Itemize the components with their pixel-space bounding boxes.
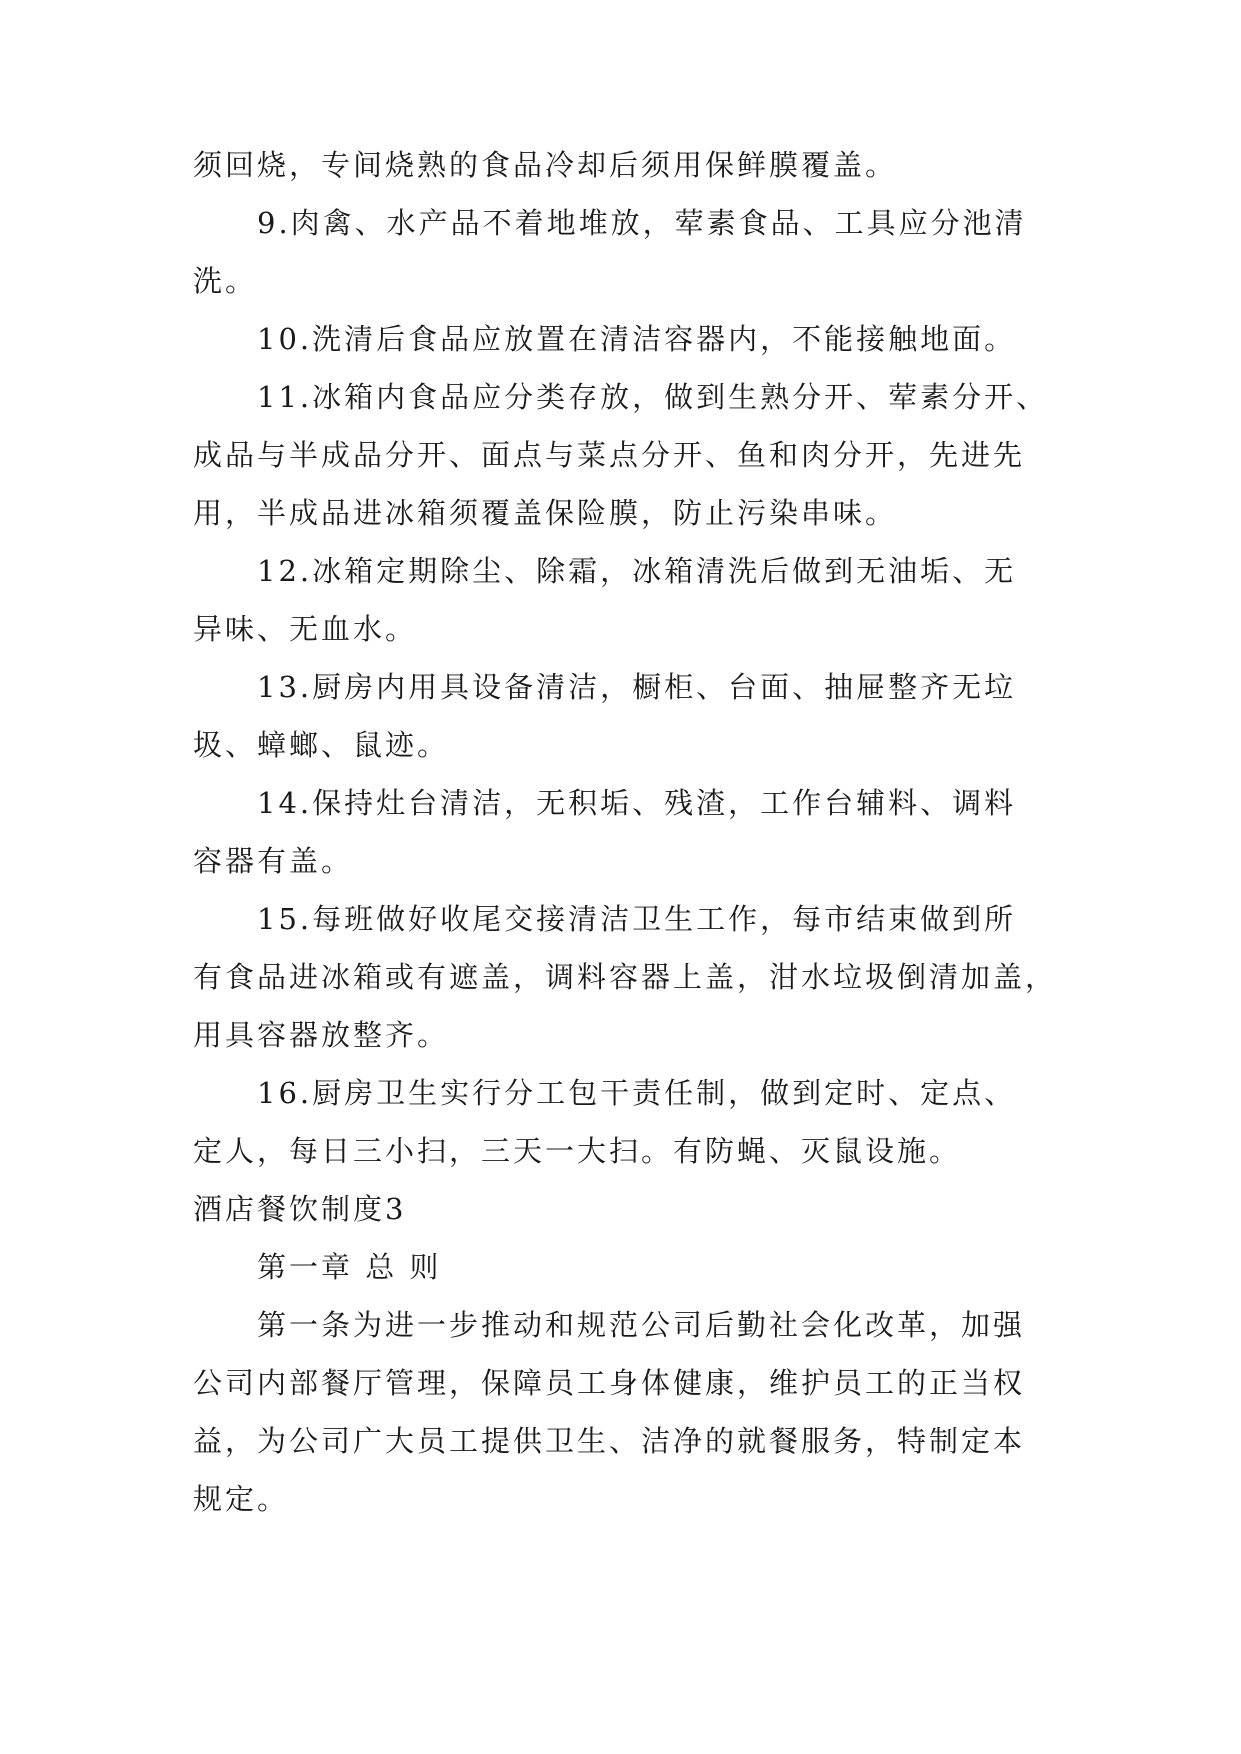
- text-line: 容器有盖。: [193, 844, 354, 878]
- article-paragraph: 第一条为进一步推动和规范公司后勤社会化改革，加强: [257, 1308, 1026, 1342]
- section-heading: 酒店餐饮制度3: [193, 1192, 407, 1226]
- list-item-13: 13.厨房内用具设备清洁，橱柜、台面、抽屉整齐无垃: [257, 670, 1017, 704]
- text-line: 定人，每日三小扫，三天一大扫。有防蝇、灭鼠设施。: [193, 1134, 962, 1168]
- list-item-16: 16.厨房卫生实行分工包干责任制，做到定时、定点、: [257, 1076, 1017, 1110]
- text-line: 益，为公司广大员工提供卫生、洁净的就餐服务，特制定本: [193, 1424, 1026, 1458]
- list-item-11: 11.冰箱内食品应分类存放，做到生熟分开、荤素分开、: [257, 380, 1049, 414]
- text-line: 须回烧，专间烧熟的食品冷却后须用保鲜膜覆盖。: [193, 148, 898, 182]
- text-line: 异味、无血水。: [193, 612, 418, 646]
- text-line: 成品与半成品分开、面点与菜点分开、鱼和肉分开，先进先: [193, 438, 1026, 472]
- list-item-9: 9.肉禽、水产品不着地堆放，荤素食品、工具应分池清: [257, 206, 1027, 240]
- list-item-15: 15.每班做好收尾交接清洁卫生工作，每市结束做到所: [257, 902, 1017, 936]
- text-line: 洗。: [193, 264, 258, 298]
- list-item-12: 12.冰箱定期除尘、除霜，冰箱清洗后做到无油垢、无: [257, 554, 1017, 588]
- text-line: 用具容器放整齐。: [193, 1018, 450, 1052]
- text-line: 用，半成品进冰箱须覆盖保险膜，防止污染串味。: [193, 496, 898, 530]
- text-line: 圾、蟑螂、鼠迹。: [193, 728, 450, 762]
- list-item-10: 10.洗清后食品应放置在清洁容器内，不能接触地面。: [257, 322, 1017, 356]
- text-line: 规定。: [193, 1482, 290, 1516]
- text-line: 公司内部餐厅管理，保障员工身体健康，维护员工的正当权: [193, 1366, 1026, 1400]
- document-body: [193, 136, 1063, 1528]
- chapter-title: 第一章 总 则: [257, 1250, 442, 1284]
- text-line: 有食品进冰箱或有遮盖，调料容器上盖，泔水垃圾倒清加盖，: [193, 960, 1058, 994]
- list-item-14: 14.保持灶台清洁，无积垢、残渣，工作台辅料、调料: [257, 786, 1017, 820]
